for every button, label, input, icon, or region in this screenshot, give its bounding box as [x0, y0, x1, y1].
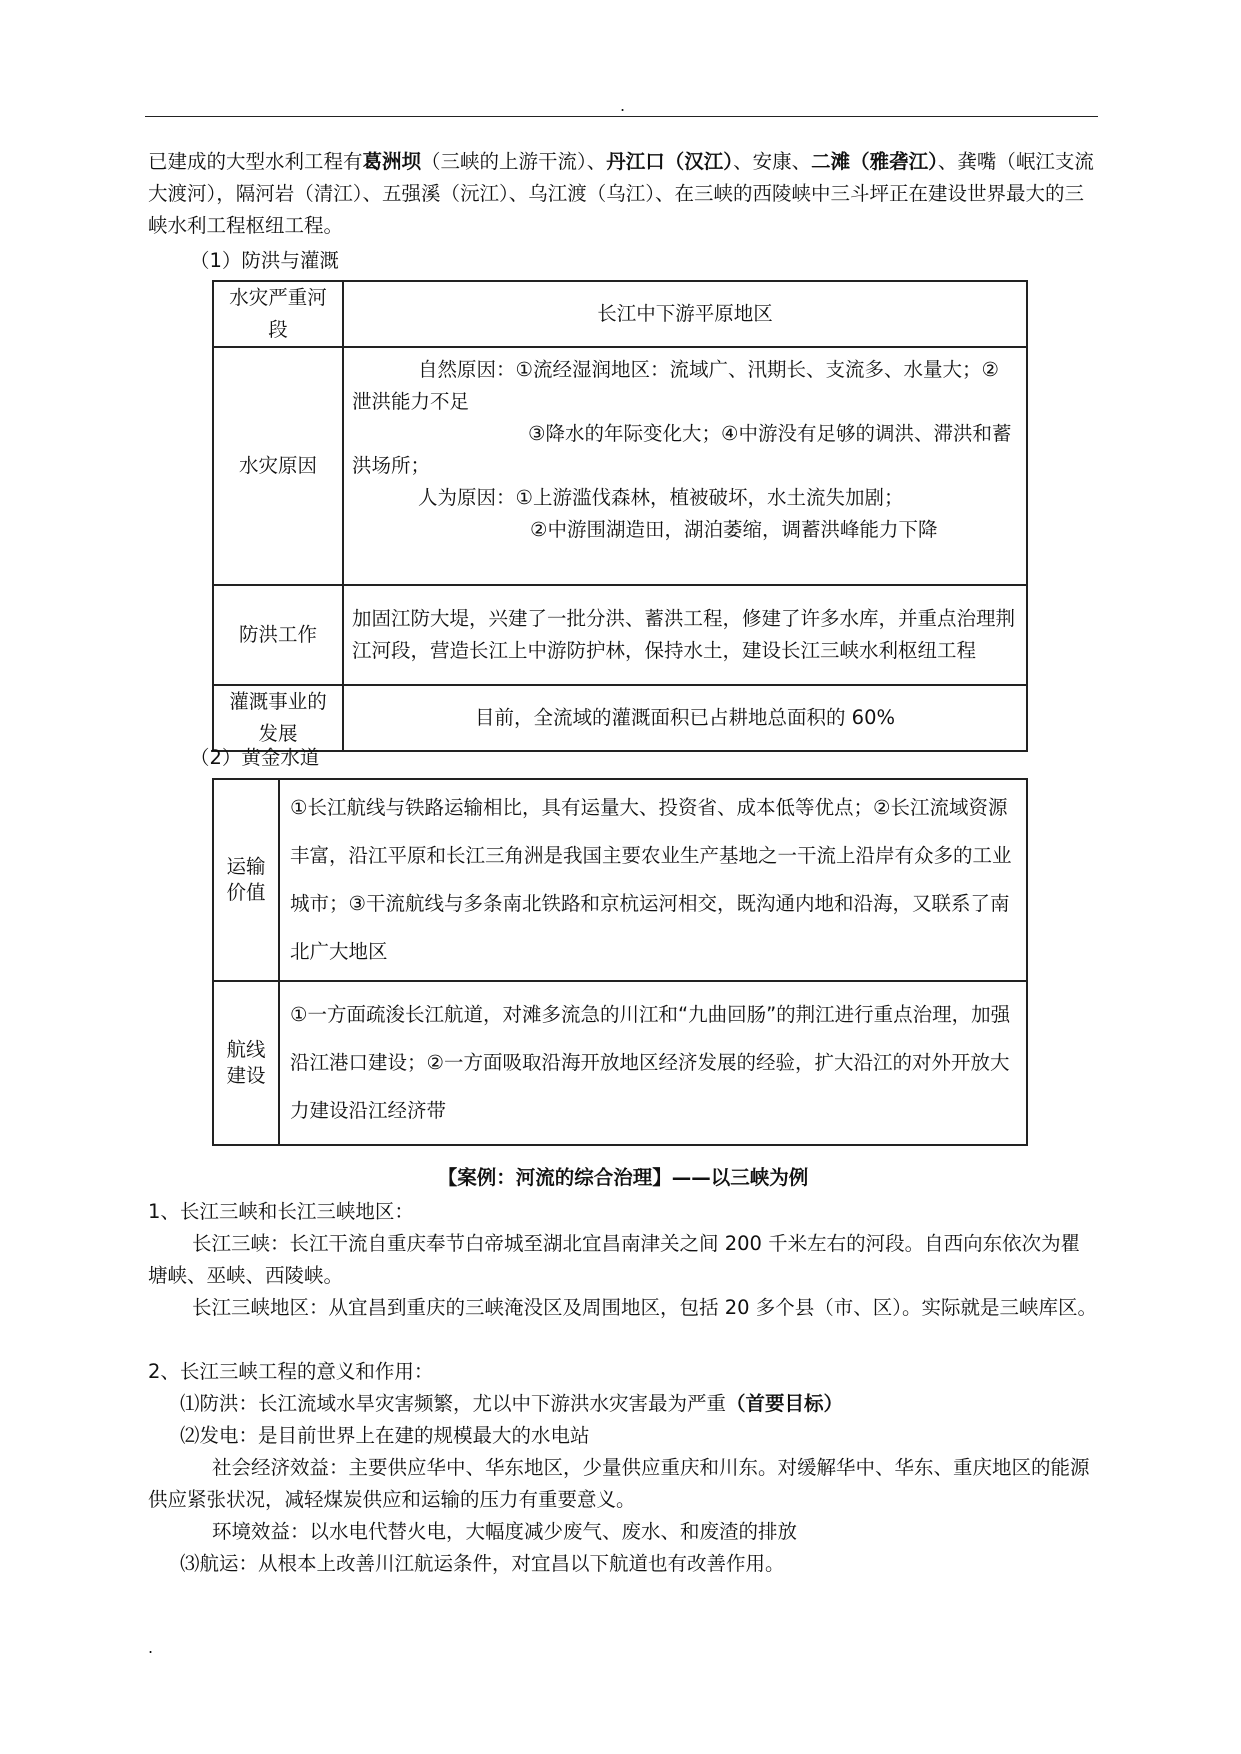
case-paragraph-three-gorges: 长江三峡：长江干流自重庆奉节白帝城至湖北宜昌南津关之间 200 千米左右的河段。自西向东依次为瞿塘峡、巫峡、西陵峡。: [148, 1232, 1081, 1287]
cause-line: ②中游围湖造田，湖泊萎缩，调蓄洪峰能力下降: [530, 518, 938, 541]
table-row: [213, 585, 1027, 685]
table-value-cell: 长江中下游平原地区: [343, 281, 1027, 347]
intro-bold-ertan: 二滩（雅砻江）: [811, 150, 938, 173]
cause-line: 自然原因：①流经湿润地区：流域广、汛期长、支流多、水量大；②泄洪能力不足: [352, 358, 999, 413]
cause-line: 人为原因：①上游滥伐森林，植被破坏，水土流失加剧；: [418, 486, 904, 509]
case-paragraph-region: 长江三峡地区：从宜昌到重庆的三峡淹没区及周围地区，包括 20 多个县（市、区）。实际就是三峡库区。: [192, 1296, 1097, 1319]
case-heading-1: 1、长江三峡和长江三峡地区：: [148, 1200, 414, 1223]
table-row: [213, 981, 1027, 1145]
case-item-flood-control: [148, 1388, 1130, 1420]
item-text: ⑴防洪：长江流域水旱灾害频繁，尤以中下游洪水灾害最为严重: [180, 1392, 727, 1415]
intro-paragraph: [148, 146, 1098, 242]
section-heading-waterway: （2）黄金水道: [190, 746, 320, 769]
cause-line: ③降水的年际变化大；④中游没有足够的调洪、滞洪和蓄洪场所；: [352, 422, 1012, 477]
table-row: [213, 779, 1027, 981]
table-value-cell: ①一方面疏浚长江航道，对滩多流急的川江和“九曲回肠”的荆江进行重点治理，加强沿江港口建设；②一方面吸取沿海开放地区经济发展的经验，扩大沿江的对外开放大力建设沿江经济带: [279, 981, 1027, 1145]
intro-bold-danjiangkou: 丹江口（汉江）: [606, 150, 734, 173]
case-title: 【案例：河流的综合治理】——以三峡为例: [437, 1166, 809, 1189]
case-paragraph-economic: 社会经济效益：主要供应华中、华东地区，少量供应重庆和川东。对缓解华中、华东、重庆地区的能源供应紧张状况，减轻煤炭供应和运输的压力有重要意义。: [148, 1456, 1090, 1511]
section-heading-flood: （1）防洪与灌溉: [190, 249, 339, 272]
flood-causes-cell: [343, 347, 1027, 585]
table-key-cell: 灌溉事业的发展: [213, 685, 343, 751]
table-value-cell: 加固江防大堤，兴建了一批分洪、蓄洪工程，修建了许多水库，并重点治理荆江河段，营造长江上中游防护林，保持水土，建设长江三峡水利枢纽工程: [343, 585, 1027, 685]
table-row: [213, 347, 1027, 585]
case-item-power: ⑵发电：是目前世界上在建的规模最大的水电站: [180, 1424, 590, 1447]
table-key-cell: 防洪工作: [213, 585, 343, 685]
table-row: [213, 281, 1027, 347]
header-rule: [145, 116, 1098, 117]
case-item-navigation: ⑶航运：从根本上改善川江航运条件，对宜昌以下航道也有改善作用。: [180, 1552, 785, 1575]
case-paragraph-environment: 环境效益：以水电代替火电，大幅度减少废气、废水、和废渣的排放: [212, 1520, 798, 1543]
intro-text: （三峡的上游干流）、: [421, 150, 607, 173]
table-key-cell: 水灾原因: [213, 347, 343, 585]
table-row: [213, 685, 1027, 751]
intro-text: 、安康、: [733, 150, 812, 173]
case-heading-2: 2、长江三峡工程的意义和作用：: [148, 1360, 434, 1383]
table-key-cell: 运输价值: [213, 779, 279, 981]
intro-text: 、龚嘴（岷江支流大渡河），隔河岩（清江）、五强溪（沅江）、乌江渡（乌江）、在三峡的西陵峡中三斗坪正在建设世界最大的三峡水利工程枢纽工程。: [148, 150, 1094, 237]
header-dot: .: [620, 96, 626, 115]
item-bold-primary-goal: （首要目标）: [726, 1392, 844, 1415]
table-key-cell: 水灾严重河段: [213, 281, 343, 347]
intro-bold-gezhouba: 葛洲坝: [362, 150, 422, 173]
golden-waterway-table: [212, 778, 1028, 1146]
table-value-cell: 目前，全流域的灌溉面积已占耕地总面积的 60%: [343, 685, 1027, 751]
flood-irrigation-table: [212, 280, 1028, 752]
table-key-cell: 航线建设: [213, 981, 279, 1145]
table-value-cell: ①长江航线与铁路运输相比，具有运量大、投资省、成本低等优点；②长江流域资源丰富，沿江平原和长江三角洲是我国主要农业生产基地之一干流上沿岸有众多的工业城市；③干流航线与多条南北铁路和京杭运河相交，既沟通内地和沿海，又联系了南北广大地区: [279, 779, 1027, 981]
intro-text: 已建成的大型水利工程有: [148, 150, 363, 173]
footer-dot: .: [148, 1638, 154, 1657]
